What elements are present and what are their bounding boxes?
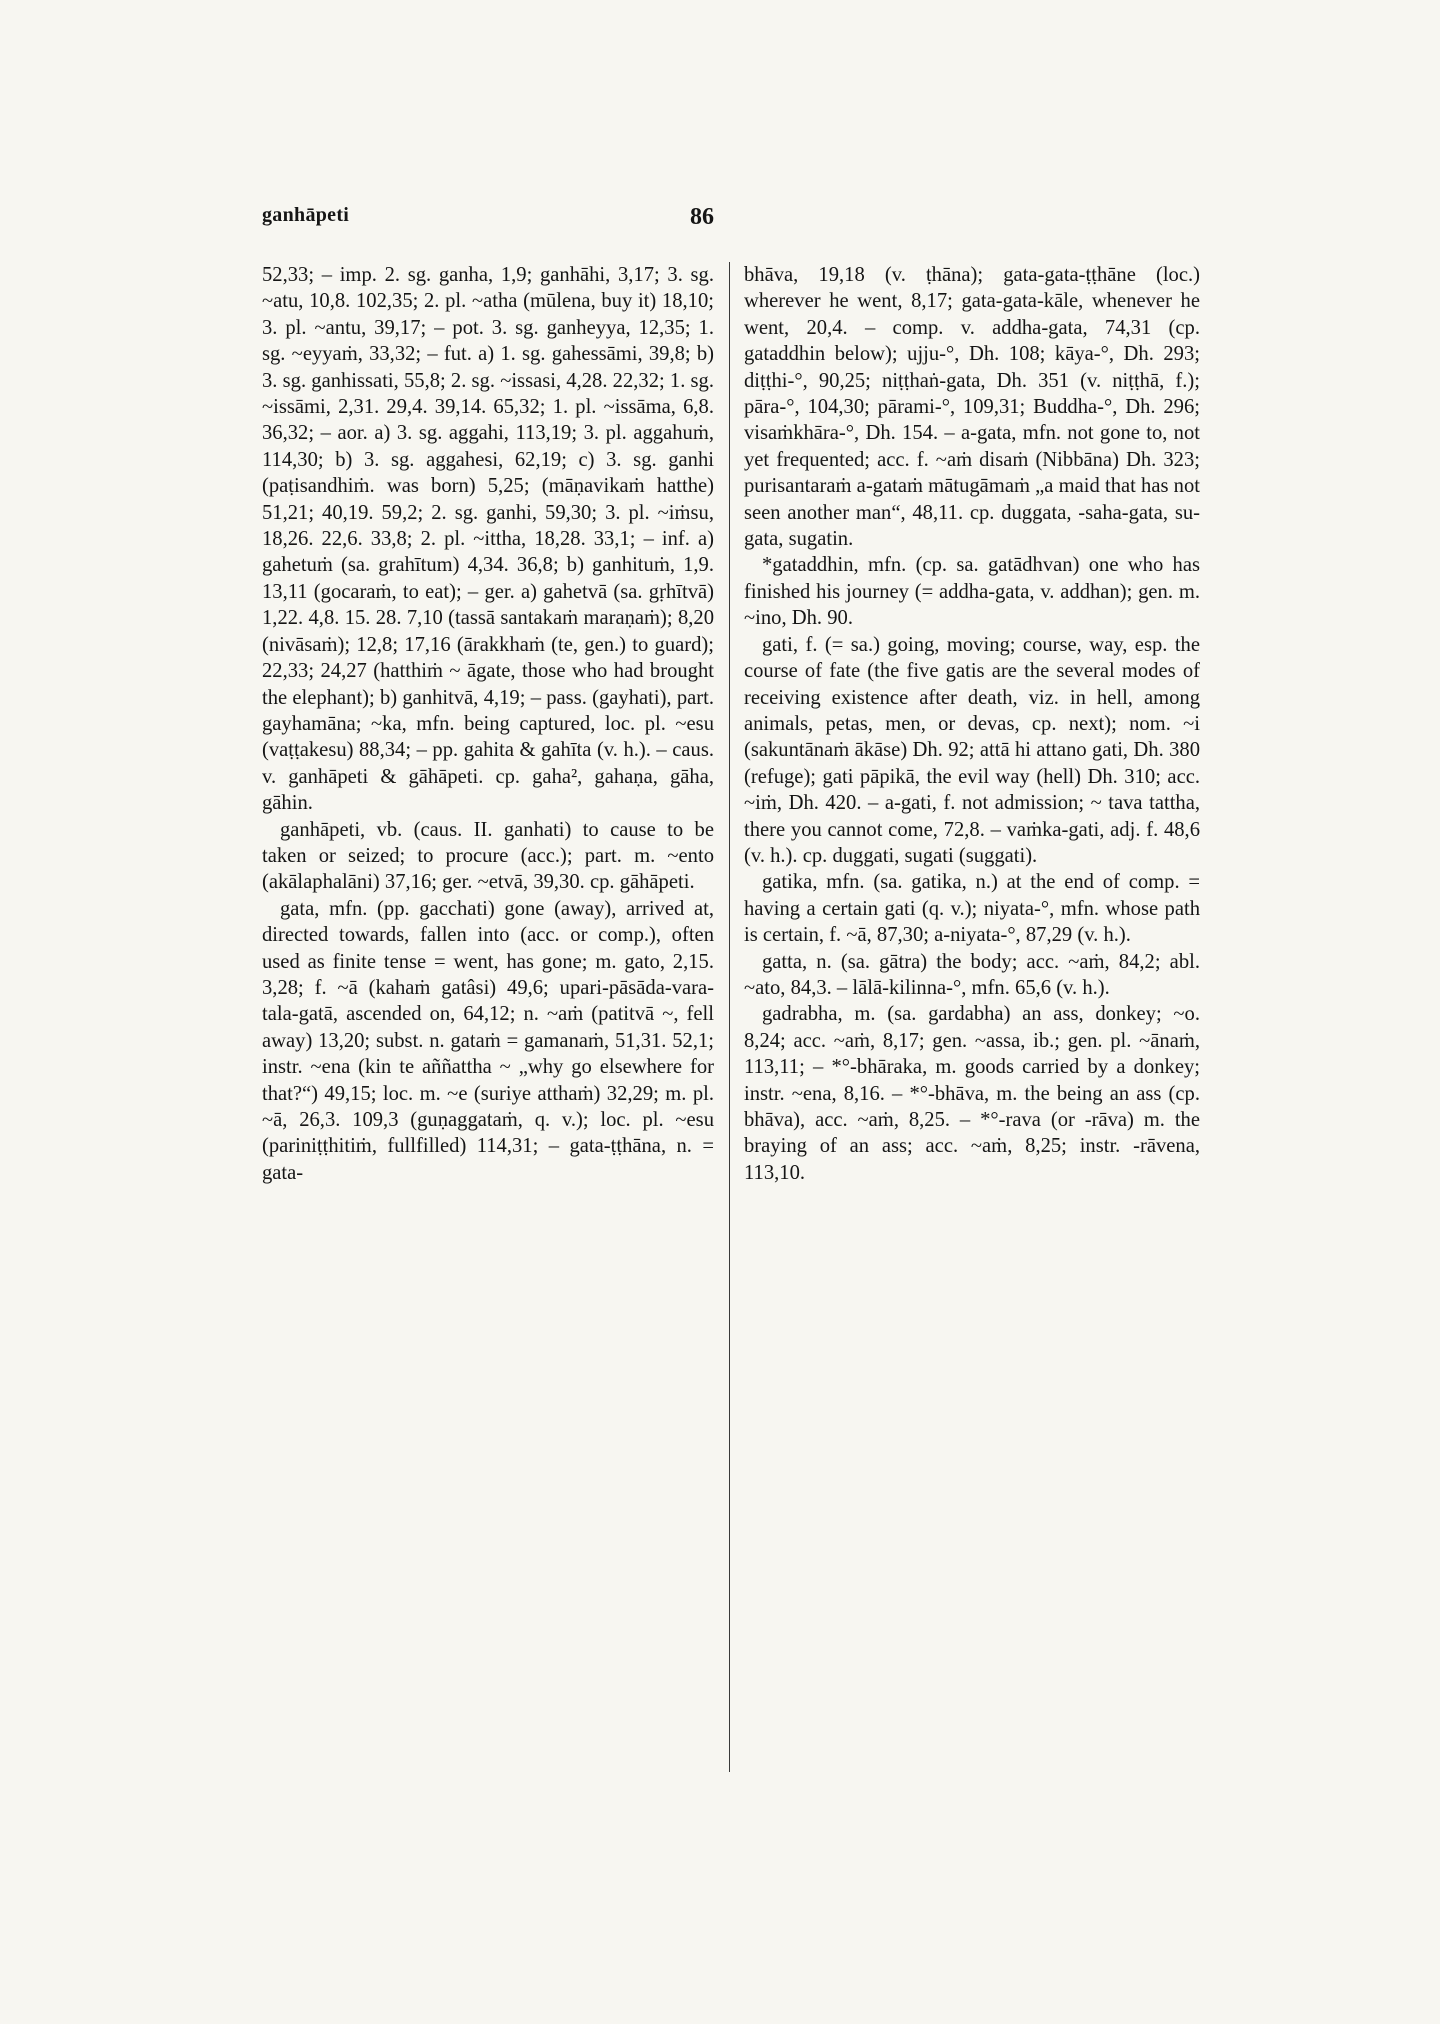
entry-ganhapeti: ganhāpeti, vb. (caus. II. ganhati) to cause to be taken or seized; to procure (acc.); part. m. ~ento (akālaphalāni) 37,16; ger. ~etvā, 39,30. cp. gāhāpeti.	[262, 818, 714, 894]
left-column	[262, 262, 714, 1186]
entry-gadrabha: gadrabha, m. (sa. gardabha) an ass, donkey; ~o. 8,24; acc. ~aṁ, 8,17; gen. ~assa, ib.; gen. pl. ~ānaṁ, 113,11; – *°-bhāraka, m. goods carried by a donkey; instr. ~ena, 8,16. – *°-bhāva, m. the being an ass (cp. bhāva), acc. ~aṁ, 8,25. – *°-rava (or -rāva) m. the braying of an ass; acc. ~aṁ, 8,25; instr. -rāvena, 113,10.	[744, 1003, 1200, 1184]
entry-gatika: gatika, mfn. (sa. gatika, n.) at the end of comp. = having a certain gati (q. v.); niyata-°, mfn. whose path is certain, f. ~ā, 87,30; a-niyata-°, 87,29 (v. h.).	[744, 871, 1200, 947]
entry-continuation: 52,33; – imp. 2. sg. ganha, 1,9; ganhāhi, 3,17; 3. sg. ~atu, 10,8. 102,35; 2. pl. ~atha (mūlena, buy it) 18,10; 3. pl. ~antu, 39,17; – pot. 3. sg. ganheyya, 12,35; 1. sg. ~eyyaṁ, 33,32; – fut. a) 1. sg. gahessāmi, 39,8; b) 3. sg. ganhissati, 55,8; 2. sg. ~issasi, 4,28. 22,32; 1. sg. ~issāmi, 2,31. 29,4. 39,14. 65,32; 1. pl. ~issāma, 6,8. 36,32; – aor. a) 3. sg. aggahi, 113,19; 3. pl. aggahuṁ, 114,30; b) 3. sg. aggahesi, 62,19; c) 3. sg. ganhi (paṭisandhiṁ. was born) 5,25; (māṇavikaṁ hatthe) 51,21; 40,19. 59,2; 2. sg. ganhi, 59,30; 3. pl. ~iṁsu, 18,26. 22,6. 33,8; 2. pl. ~ittha, 18,28. 33,1; – inf. a) gahetuṁ (sa. grahītum) 4,34. 36,8; b) ganhituṁ, 1,9. 13,11 (gocaraṁ, to eat); – ger. a) gahetvā (sa. gṛhītvā) 1,22. 4,8. 15. 28. 7,10 (tassā santakaṁ maraṇaṁ); 8,20 (nivāsaṁ); 12,8; 17,16 (ārakkhaṁ (te, gen.) to guard); 22,33; 24,27 (hatthiṁ ~ āgate, those who had brought the elephant); b) ganhitvā, 4,19; – pass. (gayhati), part. gayhamāna; ~ka, mfn. being captured, loc. pl. ~esu (vaṭṭakesu) 88,34; – pp. gahita & gahīta (v. h.). – caus. v. ganhāpeti & gāhāpeti. cp. gaha², gahaṇa, gāha, gāhin.	[262, 264, 714, 815]
column-divider	[729, 262, 730, 1772]
entry-gata-continued: bhāva, 19,18 (v. ṭhāna); gata-gata-ṭṭhāne (loc.) wherever he went, 8,17; gata-gata-kāle, whenever he went, 20,4. – comp. v. addha-gata, 74,31 (cp. gataddhin below); ujju-°, Dh. 108; kāya-°, Dh. 293; diṭṭhi-°, 90,25; niṭṭhaṅ-gata, Dh. 351 (v. niṭṭhā, f.); pāra-°, 104,30; pārami-°, 109,31; Buddha-°, Dh. 296; visaṁkhāra-°, Dh. 154. – a-gata, mfn. not gone to, not yet frequented; acc. f. ~aṁ disaṁ (Nibbāna) Dh. 323; purisantaraṁ a-gataṁ mātugāmaṁ „a maid that has not seen another man“, 48,11. cp. duggata, -saha-gata, su-gata, sugatin.	[744, 264, 1200, 551]
entry-gata: gata, mfn. (pp. gacchati) gone (away), arrived at, directed towards, fallen into (acc. or comp.), often used as finite tense = went, has gone; m. gato, 2,15. 3,28; f. ~ā (kahaṁ gatâsi) 49,6; upari-pāsāda-vara-tala-gatā, ascended on, 64,12; n. ~aṁ (patitvā ~, fell away) 13,20; subst. n. gataṁ = gamanaṁ, 51,31. 52,1; instr. ~ena (kin te aññattha ~ „why go elsewhere for that?“) 49,15; loc. m. ~e (suriye atthaṁ) 32,29; m. pl. ~ā, 26,3. 109,3 (guṇaggataṁ, q. v.); loc. pl. ~esu (pariniṭṭhitiṁ, fullfilled) 114,31; – gata-ṭṭhāna, n. = gata-	[262, 897, 714, 1184]
entry-gatta: gatta, n. (sa. gātra) the body; acc. ~aṁ, 84,2; abl. ~ato, 84,3. – lālā-kilinna-°, mfn. 65,6 (v. h.).	[744, 950, 1200, 999]
running-head: ganhāpeti	[262, 204, 350, 226]
entry-gataddhin: *gataddhin, mfn. (cp. sa. gatādhvan) one who has finished his journey (= addha-gata, v. addhan); gen. m. ~ino, Dh. 90.	[744, 554, 1200, 630]
right-column	[744, 262, 1200, 1186]
entry-gati: gati, f. (= sa.) going, moving; course, way, esp. the course of fate (the five gatis are the several modes of receiving existence after death, viz. in hell, among animals, petas, men, or devas, cp. next); nom. ~i (sakuntānaṁ ākāse) Dh. 92; attā hi attano gati, Dh. 380 (refuge); gati pāpikā, the evil way (hell) Dh. 310; acc. ~iṁ, Dh. 420. – a-gati, f. not admission; ~ tava tattha, there you cannot come, 72,8. – vaṁka-gati, adj. f. 48,6 (v. h.). cp. duggati, sugati (suggati).	[744, 633, 1200, 867]
page-number: 86	[690, 204, 714, 230]
